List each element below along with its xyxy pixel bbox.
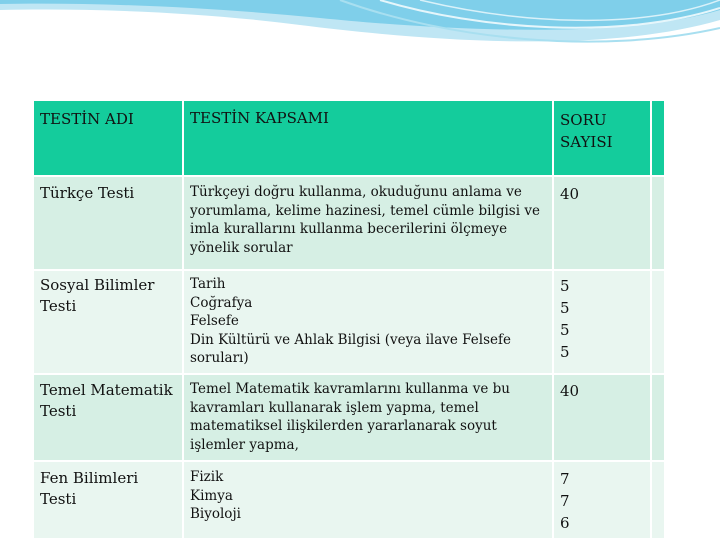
scope-line: Temel Matematik kavramlarını kullanma ve bu kavramları kullanarak işlem yapma, temel matematiksel ilişkilerden yararlanarak soyut işlemler yapma, xyxy=(190,381,510,453)
test-scope xyxy=(183,374,553,461)
scope-line: Türkçeyi doğru kullanma, okuduğunu anlama ve yorumlama, kelime hazinesi, temel cümle bilgisi ve imla kurallarını kullanma becerilerini ölçmeye yönelik sorular xyxy=(190,184,540,256)
count-value: 5 xyxy=(560,321,570,339)
table-row xyxy=(33,374,665,461)
extra-cell xyxy=(651,270,665,374)
count-value: 7 xyxy=(560,492,570,510)
scope-line: Tarih xyxy=(190,276,226,292)
test-name: Fen Bilimleri Testi xyxy=(33,461,183,539)
count-value: 40 xyxy=(560,185,580,203)
decorative-wave xyxy=(0,0,720,90)
extra-cell xyxy=(651,461,665,539)
table-header-row xyxy=(33,100,665,176)
count-value: 5 xyxy=(560,343,570,361)
question-count xyxy=(553,374,651,461)
count-value: 5 xyxy=(560,299,570,317)
header-question-count: SORU SAYISI xyxy=(553,100,651,176)
question-count xyxy=(553,270,651,374)
table-row xyxy=(33,270,665,374)
scope-line: Biyoloji xyxy=(190,506,241,522)
count-value: 7 xyxy=(560,470,570,488)
test-name: Temel Matematik Testi xyxy=(33,374,183,461)
scope-line: Din Kültürü ve Ahlak Bilgisi (veya ilave Felsefe soruları) xyxy=(190,331,512,366)
count-value: 40 xyxy=(560,382,580,400)
header-extra-cell xyxy=(651,100,665,176)
test-name: Türkçe Testi xyxy=(33,176,183,270)
extra-cell xyxy=(651,374,665,461)
header-test-name: TESTİN ADI xyxy=(33,100,183,176)
scope-line: Coğrafya xyxy=(190,294,253,311)
scope-line: Felsefe xyxy=(190,313,239,329)
scope-line: Kimya xyxy=(190,487,233,504)
question-count xyxy=(553,176,651,270)
table-row xyxy=(33,461,665,539)
test-scope xyxy=(183,461,553,539)
table-row xyxy=(33,176,665,270)
test-scope xyxy=(183,270,553,374)
question-count xyxy=(553,461,651,539)
exam-table xyxy=(32,99,666,540)
test-name: Sosyal Bilimler Testi xyxy=(33,270,183,374)
scope-line: Fizik xyxy=(190,469,224,485)
count-value: 6 xyxy=(560,514,570,532)
extra-cell xyxy=(651,176,665,270)
test-scope xyxy=(183,176,553,270)
header-test-scope: TESTİN KAPSAMI xyxy=(183,100,553,176)
count-value: 5 xyxy=(560,277,570,295)
